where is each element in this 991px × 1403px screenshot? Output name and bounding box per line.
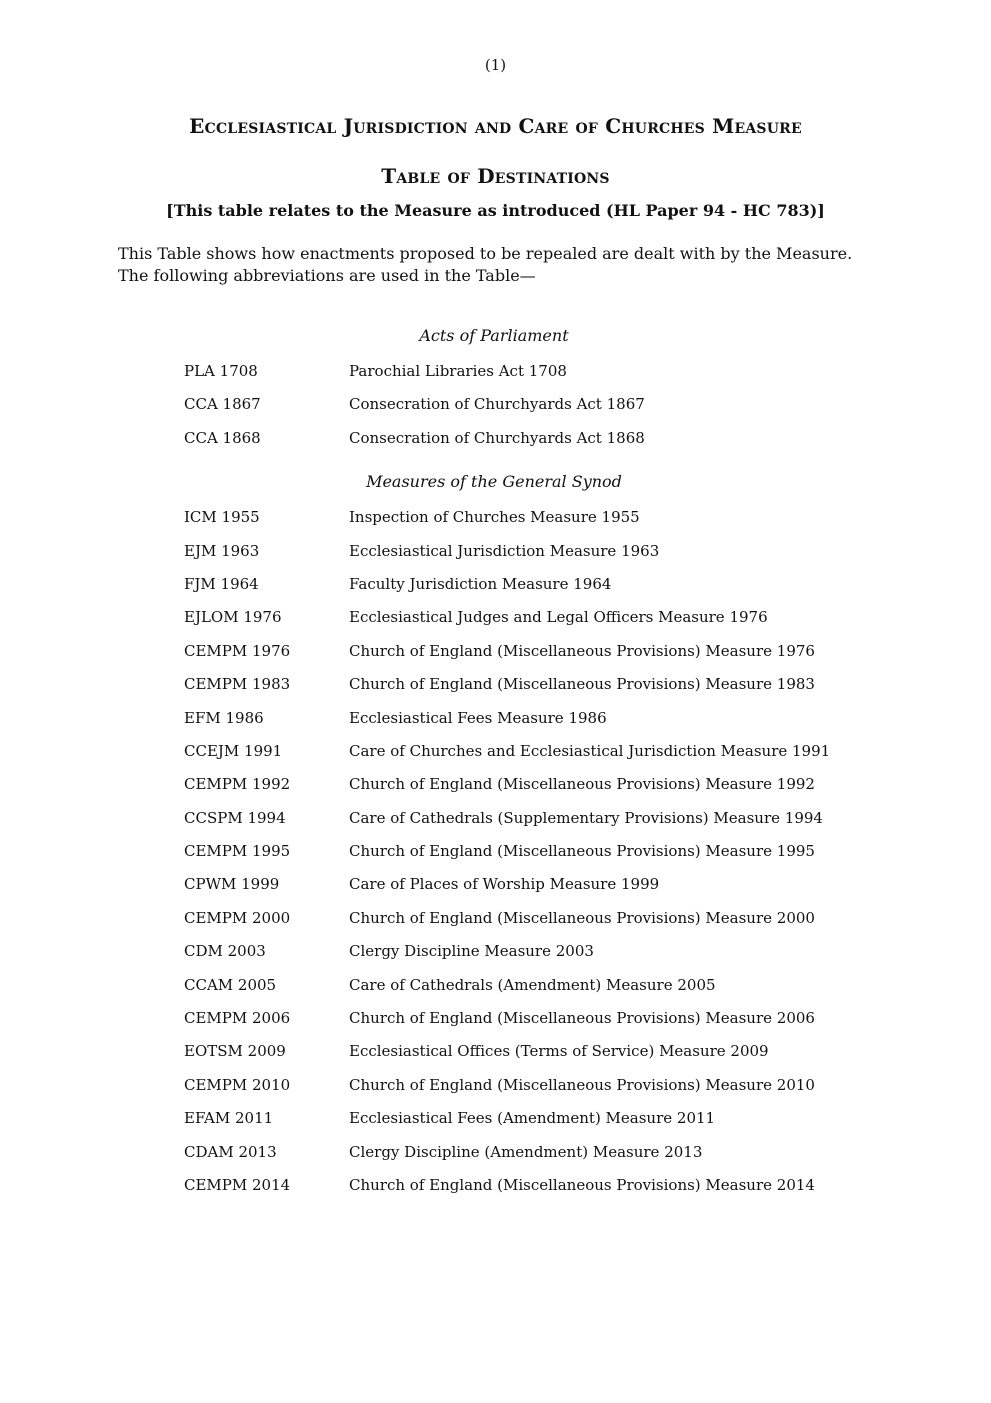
abbreviation: CCA 1867 (184, 395, 261, 414)
abbreviation-row (184, 574, 824, 607)
abbreviation-row (184, 774, 824, 807)
abbreviation-row (184, 1108, 824, 1141)
enactment-name: Church of England (Miscellaneous Provisions) Measure 1992 (349, 775, 815, 794)
enactment-name: Consecration of Churchyards Act 1867 (349, 395, 645, 414)
abbreviation: CEMPM 1995 (184, 842, 291, 861)
section-heading-acts: Acts of Parliament (419, 326, 569, 345)
abbreviation: PLA 1708 (184, 362, 258, 380)
abbreviation: EFM 1986 (184, 708, 264, 727)
abbreviation-row (184, 708, 824, 741)
page-number: (1) (484, 56, 507, 74)
table-title: Table of Destinations (381, 164, 610, 188)
abbreviation: CEMPM 2014 (184, 1175, 291, 1194)
abbreviation-row (184, 741, 831, 774)
abbreviation-row (184, 841, 824, 874)
enactment-name: Care of Cathedrals (Amendment) Measure 2005 (349, 975, 716, 994)
enactment-name: Care of Churches and Ecclesiastical Jurisdiction Measure 1991 (349, 741, 831, 760)
enactment-name: Consecration of Churchyards Act 1868 (349, 428, 645, 447)
enactment-name: Ecclesiastical Judges and Legal Officers Measure 1976 (349, 608, 768, 627)
abbreviation-row (184, 808, 824, 841)
abbreviation: CPWM 1999 (184, 875, 280, 894)
abbreviations-table (184, 325, 831, 1208)
abbreviation: CEMPM 2006 (184, 1009, 291, 1028)
abbreviation: EOTSM 2009 (184, 1042, 286, 1061)
abbreviation-row (184, 607, 824, 640)
enactment-name: Church of England (Miscellaneous Provisions) Measure 1976 (349, 641, 815, 660)
section-heading-measures: Measures of the General Synod (366, 472, 622, 492)
abbreviation: CCA 1868 (184, 428, 261, 447)
abbreviation-row (184, 674, 824, 707)
abbreviation: CEMPM 2010 (184, 1075, 291, 1094)
document-title: Ecclesiastical Jurisdiction and Care of Churches Measure (189, 114, 802, 138)
abbreviation: CCEJM 1991 (184, 741, 283, 760)
abbreviation-row (184, 975, 824, 1008)
enactment-name: Church of England (Miscellaneous Provisions) Measure 1995 (349, 842, 815, 861)
abbreviation: EJM 1963 (184, 541, 260, 560)
enactment-name: Church of England (Miscellaneous Provisions) Measure 2010 (349, 1075, 815, 1094)
abbreviation: CDM 2003 (184, 942, 266, 961)
intro-paragraph (118, 243, 878, 287)
abbreviation: CEMPM 1983 (184, 675, 291, 694)
abbreviation-row (184, 361, 824, 394)
intro-line-1: This Table shows how enactments proposed to be repealed are dealt with by the Measure. (118, 244, 853, 263)
intro-line-2: The following abbreviations are used in the Table— (118, 266, 536, 285)
abbreviation-row (184, 1041, 824, 1074)
enactment-name: Church of England (Miscellaneous Provisions) Measure 2006 (349, 1009, 815, 1028)
abbreviation-row (184, 428, 824, 461)
abbreviation: CCSPM 1994 (184, 808, 286, 827)
abbreviation: CDAM 2013 (184, 1142, 277, 1161)
abbreviation-row (184, 1142, 824, 1175)
abbreviation: FJM 1964 (184, 574, 259, 593)
abbreviation: EFAM 2011 (184, 1109, 274, 1128)
enactment-name: Clergy Discipline Measure 2003 (349, 942, 594, 961)
abbreviation: ICM 1955 (184, 508, 260, 527)
enactment-name: Church of England (Miscellaneous Provisions) Measure 1983 (349, 675, 815, 694)
abbreviation: EJLOM 1976 (184, 608, 282, 627)
abbreviation-row (184, 1075, 824, 1108)
abbreviation-row (184, 1175, 824, 1208)
enactment-name: Clergy Discipline (Amendment) Measure 2013 (349, 1142, 703, 1161)
enactment-name: Care of Cathedrals (Supplementary Provisions) Measure 1994 (349, 808, 823, 827)
enactment-name: Care of Places of Worship Measure 1999 (349, 875, 660, 894)
abbreviation-row (184, 874, 824, 907)
abbreviation-row (184, 641, 824, 674)
abbreviation: CCAM 2005 (184, 975, 277, 994)
enactment-name: Church of England (Miscellaneous Provisions) Measure 2000 (349, 908, 815, 927)
enactment-name: Ecclesiastical Fees Measure 1986 (349, 708, 607, 727)
abbreviation-row (184, 1008, 824, 1041)
abbreviation-row (184, 541, 824, 574)
paper-reference-note: [This table relates to the Measure as introduced (HL Paper 94 - HC 783)] (166, 201, 825, 220)
enactment-name: Ecclesiastical Jurisdiction Measure 1963 (349, 541, 660, 560)
abbreviation-row (184, 908, 824, 941)
abbreviation-row (184, 507, 824, 540)
enactment-name: Faculty Jurisdiction Measure 1964 (349, 574, 612, 593)
abbreviation: CEMPM 1976 (184, 641, 291, 660)
abbreviation: CEMPM 2000 (184, 908, 291, 927)
enactment-name: Church of England (Miscellaneous Provisions) Measure 2014 (349, 1175, 815, 1194)
abbreviation-row (184, 394, 824, 427)
enactment-name: Parochial Libraries Act 1708 (349, 362, 567, 380)
abbreviation: CEMPM 1992 (184, 775, 291, 794)
enactment-name: Ecclesiastical Fees (Amendment) Measure 2011 (349, 1109, 716, 1128)
enactment-name: Inspection of Churches Measure 1955 (349, 508, 640, 527)
enactment-name: Ecclesiastical Offices (Terms of Service) Measure 2009 (349, 1042, 769, 1061)
abbreviation-row (184, 941, 824, 974)
